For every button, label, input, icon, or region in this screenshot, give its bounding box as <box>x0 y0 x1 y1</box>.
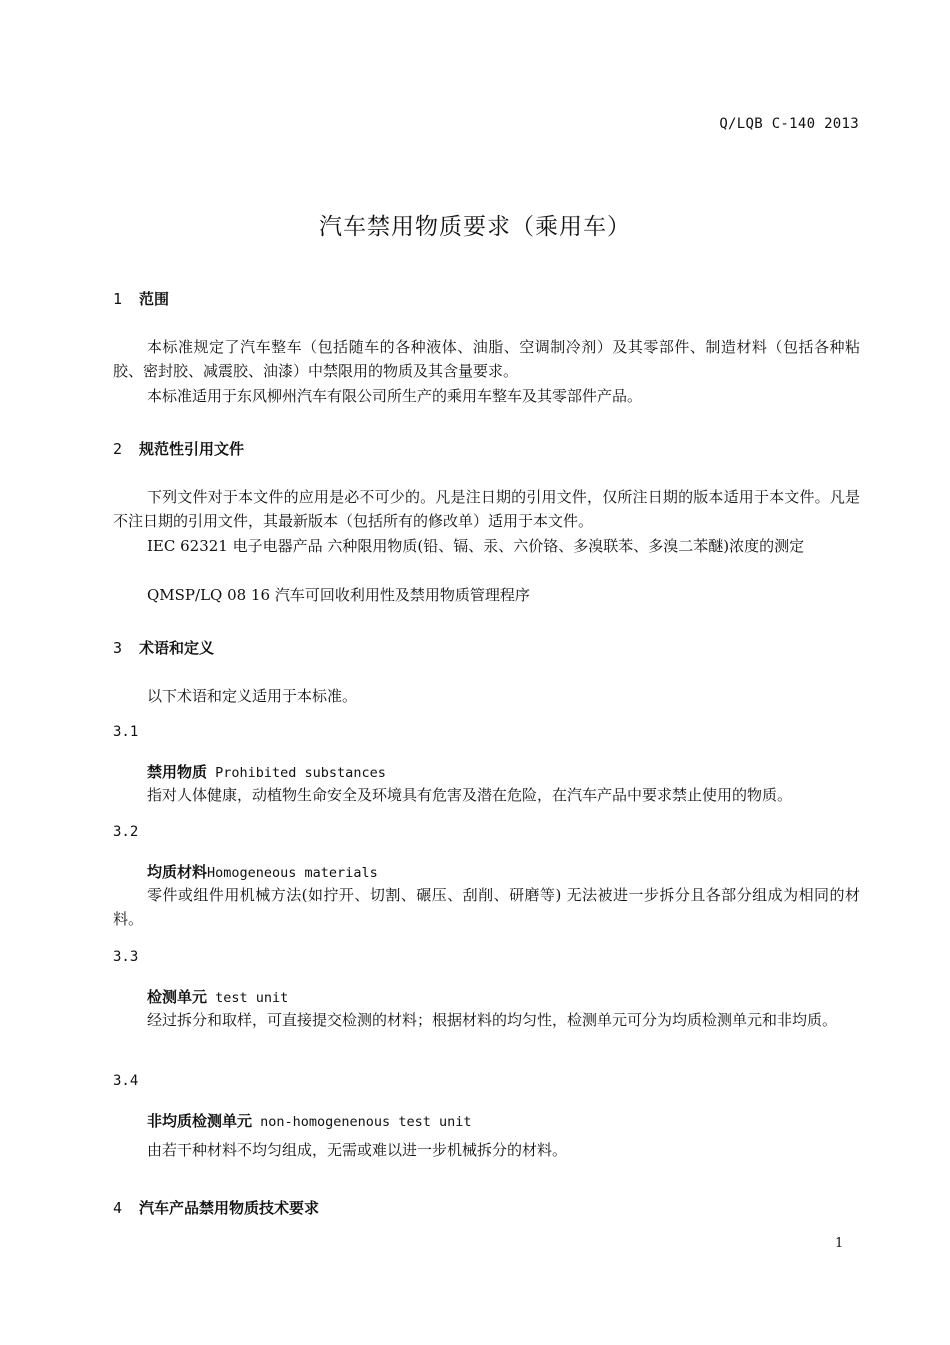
paragraph: 本标准适用于东风柳州汽车有限公司所生产的乘用车整车及其零部件产品。 <box>147 387 643 405</box>
term-cn: 检测单元 <box>147 988 208 1006</box>
page-number: 1 <box>835 1236 844 1251</box>
section-number: 2 <box>113 440 123 458</box>
clause-number: 3.2 <box>113 824 139 840</box>
clause-number: 3.1 <box>113 724 139 740</box>
section-title: 汽车产品禁用物质技术要求 <box>139 1199 320 1217</box>
reference-qmsp: QMSP/LQ 08 16 汽车可回收利用性及禁用物质管理程序 <box>147 586 530 604</box>
reference-iec-62321: IEC 62321 电子电器产品 六种限用物质(铅、镉、汞、六价铬、多溴联苯、多溴二苯醚)浓度的测定 <box>147 537 805 555</box>
term-definition: 经过拆分和取样，可直接提交检测的材料；根据材料的均匀性，检测单元可分为均质检测单元和非均质。 <box>147 1011 838 1029</box>
term-heading <box>147 761 386 782</box>
term-en: Homogeneous materials <box>207 865 378 881</box>
standard-number: Q/LQB C-140 2013 <box>719 116 859 132</box>
section-title: 范围 <box>139 290 170 308</box>
term-cn: 禁用物质 <box>147 763 208 781</box>
section-heading-1 <box>113 288 169 309</box>
section-title: 规范性引用文件 <box>139 440 245 458</box>
document-title: 汽车禁用物质要求（乘用车） <box>319 214 631 240</box>
term-definition: 指对人体健康，动植物生命安全及环境具有危害及潜在危险，在汽车产品中要求禁止使用的物质。 <box>147 786 793 804</box>
term-en: non-homogenenous test unit <box>252 1114 472 1130</box>
paragraph: 下列文件对于本文件的应用是必不可少的。凡是注日期的引用文件，仅所注日期的版本适用于本文件。凡是不注日期的引用文件，其最新版本（包括所有的修改单）适用于本文件。 <box>113 488 860 530</box>
term-definition: 零件或组件用机械方法(如拧开、切割、碾压、刮削、研磨等) 无法被进一步拆分且各部分组成为相同的材料。 <box>113 886 860 928</box>
term-en: test unit <box>207 990 289 1006</box>
term-heading <box>147 861 378 882</box>
section-number: 4 <box>113 1199 123 1217</box>
clause-number: 3.3 <box>113 949 139 965</box>
section-number: 1 <box>113 290 123 308</box>
section-heading-4 <box>113 1197 319 1218</box>
term-cn: 非均质检测单元 <box>147 1112 253 1130</box>
clause-number: 3.4 <box>113 1073 139 1089</box>
section-heading-2 <box>113 438 244 459</box>
term-definition: 由若干种材料不均匀组成，无需或难以进一步机械拆分的材料。 <box>147 1141 568 1159</box>
section-number: 3 <box>113 639 123 657</box>
term-heading <box>147 1110 471 1131</box>
term-cn: 均质材料 <box>147 863 208 881</box>
section-intro: 以下术语和定义适用于本标准。 <box>147 687 358 705</box>
paragraph: 本标准规定了汽车整车（包括随车的各种液体、油脂、空调制冷剂）及其零部件、制造材料（包括各种粘胶、密封胶、减震胶、油漆）中禁限用的物质及其含量要求。 <box>113 338 860 380</box>
section-title: 术语和定义 <box>139 639 215 657</box>
section-heading-3 <box>113 637 214 658</box>
term-heading <box>147 986 288 1007</box>
term-en: Prohibited substances <box>207 765 386 781</box>
